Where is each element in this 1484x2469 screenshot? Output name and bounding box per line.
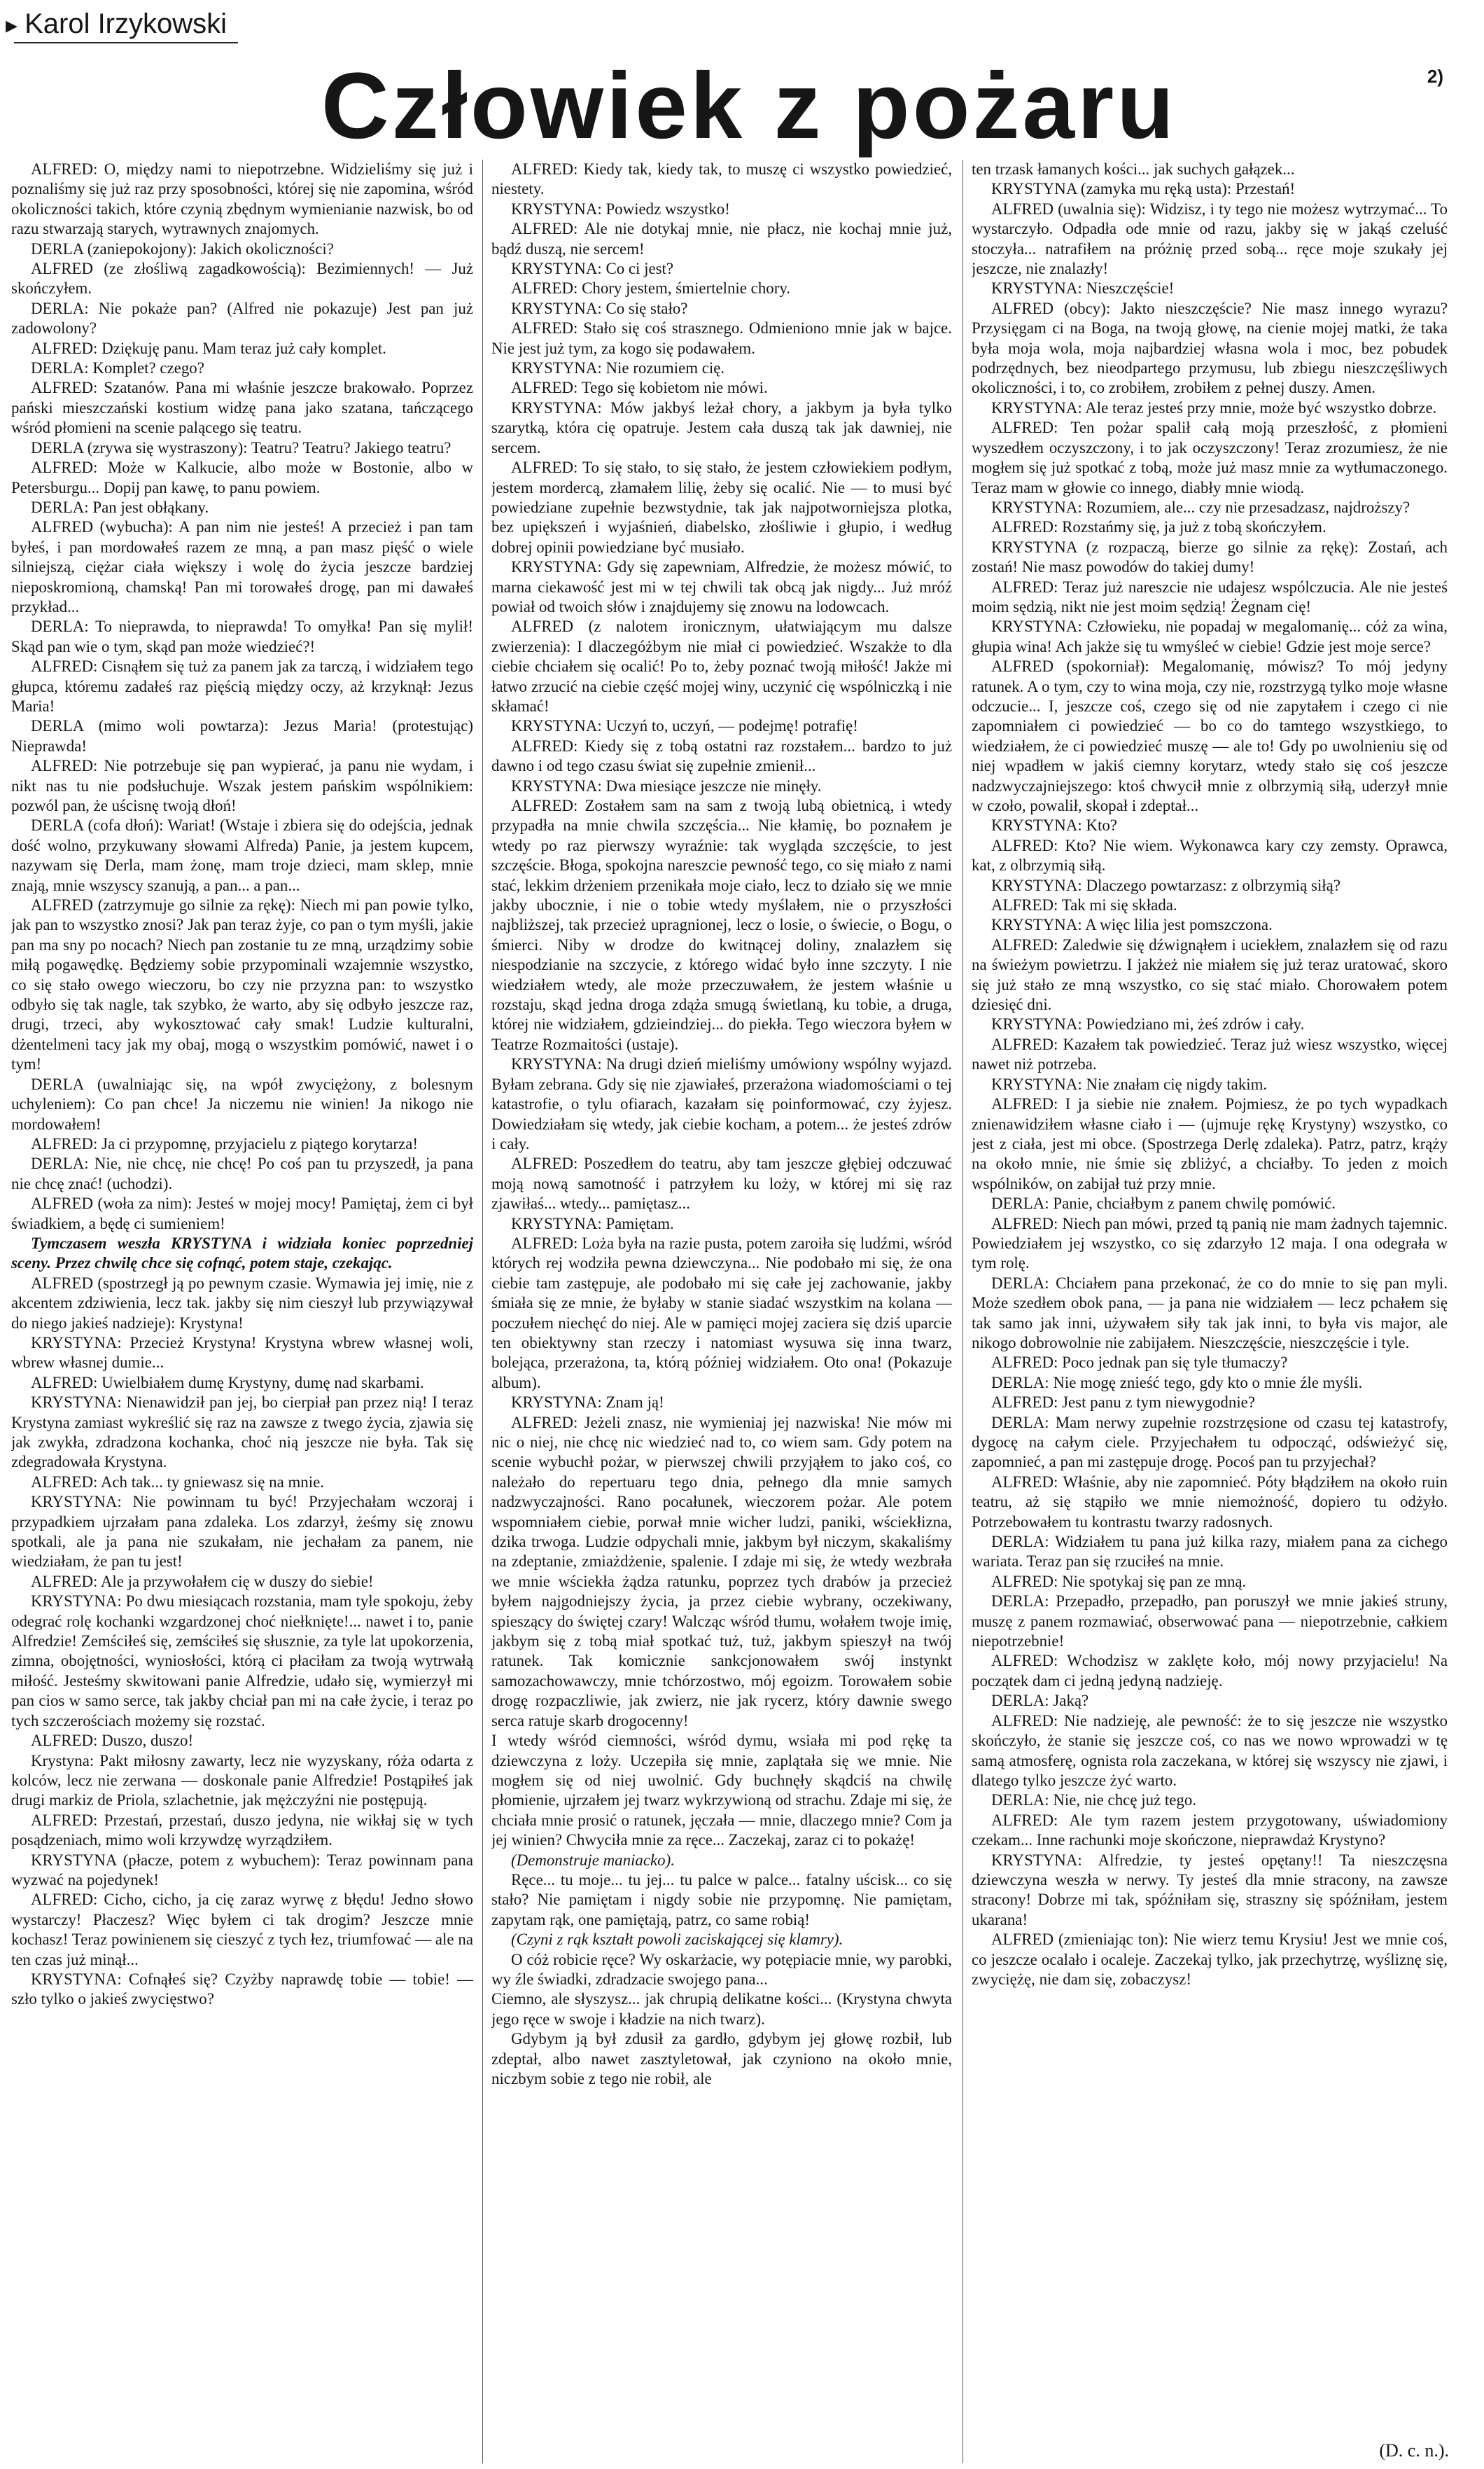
paragraph: ALFRED: Przestań, przestań, duszo jedyna, nie wikłaj się w tych posądzeniach, mimo woli krzywdzę wyrządziłem. [11,1811,473,1849]
paragraph: KRYSTYNA: Na drugi dzień mieliśmy umówiony wspólny wyjazd. Byłam zebrana. Gdy się nie zjawiałeś, przerażona wiadomościami o tej katastrofie, o tylu ofiarach, kazałam się poinformować, czy żyjesz. Dowiedziałam się wtedy, jak ciebie kocham, a potem... że jesteś zdrów i cały. [491,1055,952,1153]
paragraph: KRYSTYNA: Cofnąłeś się? Czyżby naprawdę tobie — tobie! — szło tylko o jakieś zwycięstwo? [11,1970,473,2008]
continuation-note: (D. c. n.). [1379,2440,1449,2461]
paragraph: ALFRED: Kto? Nie wiem. Wykonawca kary czy zemsty. Oprawca, kat, z olbrzymią siłą. [972,836,1448,875]
paragraph: DERLA (mimo woli powtarza): Jezus Maria! (protestując) Nieprawda! [11,717,473,755]
paragraph: KRYSTYNA: Człowieku, nie popadaj w megalomanię... cóż za wina, głupia wina! Ach jakże się tu wmyśleć w ciebie! Gdzie jest moje serce? [972,618,1448,655]
paragraph: ten trzask łamanych kości... jak suchych gałązek... [972,160,1295,178]
paragraph: KRYSTYNA: Ale teraz jesteś przy mnie, może być wszystko dobrze. [991,398,1437,417]
paragraph: ALFRED: Ach tak... ty gniewasz się na mnie. [31,1473,324,1491]
paragraph: ALFRED: Chory jestem, śmiertelnie chory. [511,279,791,298]
paragraph: ALFRED: Teraz już nareszcie nie udajesz wspólczucia. Ale nie jesteś moim sędzią, nikt nie jest moim sędzią! Żegnam cię! [972,578,1448,615]
paragraph: DERLA: Panie, chciałbym z panem chwilę pomówić. [991,1195,1336,1213]
author-name: Karol Irzykowski [24,8,227,39]
paragraph: ALFRED: Jest panu z tym niewygodnie? [991,1393,1256,1412]
paragraph: ALFRED (zmieniając ton): Nie wierz temu Krysiu! Jest we mnie coś, co jeszcze ocalało i ocaleje. Zaczekaj tylko, jak przechytrzę, wyśliznę się, zwyciężę, nie dam się, zobaczysz! [972,1931,1448,1988]
paragraph: DERLA (cofa dłoń): Wariat! (Wstaje i zbiera się do odejścia, jednak dość wolno, przykuwany słowami Alfreda) Panie, ja jestem kupcem, nazywam się Derla, mam żonę, mam troje dzieci, mam sklep, mnie znają, mnie wszyscy szanują, a pan... a pan... [11,816,473,894]
paragraph: DERLA: Nie, nie chcę, nie chcę! Po coś pan tu przyszedł, ja pana nie chcę znać! (uchodzi). [11,1155,473,1192]
paragraph: ALFRED: Loża była na razie pusta, potem zaroiła się ludźmi, wśród których rej wodziła pewna dziewczyna... Nie podobało mi się, że ona ciebie tam zastępuje, ale podobało mi się całe jej zachowanie, jakby śmiała się ze mnie, że byłaby w stanie siadać wszystkim na kolana — poczułem niechęć do niej. Ale w pamięci mojej zaciera się dziś uparcie ten obiektywny stan rzeczy i natomiast wysuwa się inna twarz, bolejąca, przerażona, ta, którą później widziałem. Oto ona! (Pokazuje album). [491,1234,952,1391]
paragraph: ALFRED: Poco jednak pan się tyle tłumaczy? [991,1354,1288,1372]
paragraph: ALFRED: Zostałem sam na sam z twoją lubą obietnicą, i wtedy przypadła na mnie chwila szczęścia... Nie kłamię, bo poznałem je wtedy po raz pierwszy wyraźnie: tak wygląda szczęście, to jest szczęście. Błoga, spokojna nareszcie pewność tego, co się miało z nami stać, lekkim drżeniem przenikała moje ciało, lecz to działo się we mnie jakby ubocznie, i nie o tobie wtedy myślałem, nie o przyszłości najbliższej, tak przecież upragnionej, lecz o losie, o świecie, o Bogu, o śmierci. Niby w drodze do kwitnącej doliny, znalazłem się niespodzianie na szczycie, z którego widać było inne szczyty. I nie wiedziałem wtedy, ale może przeczuwałem, że jestem właśnie u rozstaju, skąd jedna droga zdąża smugą świetlaną, ku tobie, a druga, której nie widziałem, gdzieindziej... do piekła. Tego wieczora byłem w Teatrze Rozmaitości (ustaje). [491,797,952,1053]
paragraph: ALFRED: Uwielbiałem dumę Krystyny, dumę nad skarbami. [31,1373,424,1391]
paragraph: ALFRED: Kazałem tak powiedzieć. Teraz już wiesz wszystko, więcej nawet niż potrzeba. [972,1035,1448,1073]
paragraph: KRYSTYNA: Kto? [991,816,1117,835]
paragraph: KRYSTYNA: Co się stało? [511,299,688,317]
paragraph: KRYSTYNA: Dlaczego powtarzasz: z olbrzymią siłą? [991,876,1340,894]
paragraph: ALFRED: Tak mi się składa. [991,896,1177,914]
paragraph: KRYSTYNA: Uczyń to, uczyń, — podejmę! potrafię! [511,717,858,735]
paragraph: ALFRED: Stało się coś strasznego. Odmieniono mnie jak w bajce. Nie jest już tym, za kogo się podawałem. [491,319,952,357]
paragraph: KRYSTYNA: Gdy się zapewniam, Alfredzie, że możesz mówić, to marna ciekawość jest mi w tej chwili tak obcą jak nigdy... Już mróź powiał od twoich słów i znajdujemy się znowu na lodowcach. [491,558,952,615]
text-column-1 [11,160,473,2449]
column-divider [482,160,483,2463]
column-divider [962,160,963,2463]
paragraph: ALFRED: O, między nami to niepotrzebne. Widzieliśmy się już i poznaliśmy się już raz przy sposobności, której się nie zapomina, wśród okoliczności takich, które czynią zbędnym wymienianie nazwisk, bo od razu stwarzają starych, wytrawnych znajomych. [11,160,473,238]
paragraph: ALFRED (spokorniał): Megalomanię, mówisz? To mój jedyny ratunek. A o tym, czy to wina moja, czy nie, rozstrzygą tylko moje własne odczucie... I, jeszcze coś, czego się od nie zapytałem i czego ci nie zapomniałem ci powiedzieć — bo co do tamtego wszystkiego, to wiedziałem, że ci powiedzieć muszę — ale to! Gdy po uwolnieniu się od niej wpadłem w jakiś ciemny korytarz, wtedy stało się coś jeszcze nadzwyczajniejszego: ktoś chwycił mnie z olbrzymią siłą, uderzył mnie w czoło, powalił, skopał i zdeptał... [972,658,1448,814]
paragraph: ALFRED (uwalnia się): Widzisz, i ty tego nie możesz wytrzymać... To wystarczyło. Odpadła ode mnie od razu, jakby się w jakąś czeluść stoczyła... natrafiłem na próżnię przed sobą... ręce moje szukały jej jeszcze, nie znalazły! [972,200,1448,278]
paragraph: ALFRED: Wchodzisz w zaklęte koło, mój nowy przyjacielu! Na początek dam ci jedną jedyną nadzieję. [972,1652,1448,1690]
paragraph: ALFRED: Jeżeli znasz, nie wymieniaj jej nazwiska! Nie mów mi nic o niej, nie chcę nic wiedzieć nad to, co wiem sam. Gdy potem na scenie wybuchł pożar, w pierwszej chwili przyjąłem to jako coś, co należało do repertuaru tego dnia, pełnego dla mnie samych nadzwyczajności. Rano pocałunek, wieczorem pożar. Ale potem wspomniałem ciebie, porwał mnie wicher ludzi, paniki, wściekłizna, dzika trwoga. Ludzie odpychali mnie, jakbym był niczym, skakaliśmy na zdeptanie, zmiażdżenie, spalenie. I zdaje mi się, że wtedy wezbrała we mnie wściekła żądza ratunku, poprzez tych drabów ja przecież byłem najgodniejszy życia, ja przez ciebie wybrany, oczekiwany, spieszący do świętej czary! Walcząc wśród tłumu, wołałem twoje imię, jakbym się z tobą miał spotkać tuż, tuż, jakbym spieszył na twój ratunek. Tak komicznie sankcjonowałem swój instynkt samozachowawczy, mnie tchórzostwo, mój egoizm. Torowałem sobie drogę rozpaczliwie, jak zwierz, nie jak rycerz, który dawnie swego serca ratuje skarb drogocenny! [491,1413,952,1730]
paragraph: KRYSTYNA: Co ci jest? [511,260,674,278]
paragraph: DERLA: Komplet? czego? [31,359,204,377]
paragraph: DERLA (uwalniając się, na wpół zwyciężony, z bolesnym uchyleniem): Co pan chce! Ja niczemu nie winien! Ja nikogo nie mordowałem! [11,1075,473,1133]
article-title: Człowiek z pożaru [321,54,1177,158]
paragraph: ALFRED: Cicho, cicho, ja cię zaraz wyrwę z błędu! Jedno słowo wystarczy! Płaczesz? Więc byłem ci tak drogim? Jeszcze mnie kochasz! Teraz powinienem się cieszyć z tych łez, triumfować — ale na ten czas już minął... [11,1891,473,1968]
paragraph: KRYSTYNA (płacze, potem z wybuchem): Teraz powinnam pana wyzwać na pojedynek! [11,1851,473,1889]
paragraph: DERLA: Widziałem tu pana już kilka razy, miałem pana za cichego wariata. Teraz pan się rzuciłeś na mnie. [972,1533,1448,1571]
paragraph: KRYSTYNA: Przecież Krystyna! Krystyna wbrew własnej woli, wbrew własnej dumie... [11,1333,473,1372]
paragraph: ALFRED: Rozstańmy się, ja już z tobą skończyłem. [991,518,1326,536]
paragraph: KRYSTYNA: Nie rozumiem cię. [511,359,725,377]
paragraph: ALFRED: Może w Kalkucie, albo może w Bostonie, albo w Petersburgu... Dopiј pan kawę, to panu powiem. [11,459,473,496]
paragraph: ALFRED: Zaledwie się dźwignąłem i uciekłem, znalazłem się od razu na świeżym powietrzu. I jakżeż nie miałem się już teraz uratować, skoro się już stało ze mną wszystko, co się stać miało. Chorowałem potem dziesięć dni. [972,936,1448,1014]
paragraph: KRYSTYNA (zamyka mu ręką usta): Przestań! [991,180,1296,198]
paragraph: DERLA: Pan jest obłąkany. [31,498,209,516]
paragraph: DERLA: Mam nerwy zupełnie rozstrzęsione od czasu tej katastrofy, dygocę na całym ciele. Przyjechałem tu odpocząć, odświeżyć się, zapomnieć, a pan mi zastępuje drogę. Pocoś pan tu przyjechał? [972,1413,1448,1471]
paragraph: ALFRED (zatrzymuje go silnie za rękę): Niech mi pan powie tylko, jak pan to wszystko znosi? Jak pan teraz żyje, co pan o tym myśli, jakie pan ma sny po nocach? Niech pan zostanie tu ze mną, urządzimy sobie miłą pogawędkę. Będziemy sobie przypominali wzajemnie wszystko, co się stało owego wieczoru, bo czy nie przyzna pan: to wszystko odbyło się tak nagle, tak szybko, że warto, aby się odbyło jeszcze raz, drugi, trzeci, aby wykosztować cały smak! Ludzie kulturalni, dżentelmeni tacy jak my obaj, mogą o wszystkim pomówić, nawet i o tym! [11,896,473,1073]
paragraph: KRYSTYNA: A więc lilia jest pomszczona. [991,916,1273,934]
paragraph: Ciemno, ale słyszysz... jak chrupią delikatne kości... (Krystyna chwyta jego ręce w swoje i kładzie na nich twarz). [491,1990,952,2028]
paragraph: ALFRED: Ten pożar spalił całą moją przeszłość, z płomieni wyszedłem oczyszczony, i to jak oczyszczony! Teraz zrozumiesz, że nie mogłem się już spotkać z tobą, może już masz mnie za wytłumaczonego. Teraz mam w głowie co innego, diabły mnie wiodą. [972,419,1448,496]
paragraph: KRYSTYNA (z rozpaczą, bierze go silnie za rękę): Zostań, ach zostań! Nie masz powodów do takiej dumy! [972,538,1448,576]
paragraph: KRYSTYNA: Powiedz wszystko! [511,200,730,218]
paragraph: DERLA: Nie pokaże pan? (Alfred nie pokazuje) Jest pan już zadowolony? [11,299,473,338]
paragraph: ALFRED: Duszo, duszo! [31,1732,194,1750]
paragraph: Ręce... tu moje... tu jej... tu palce w palce... fatalny uścisk... co się stało? Nie pamiętam i nigdy sobie nie przypomnę. Nie pamiętam, zapytam rąk, one pamiętają, patrz, co same robią! [491,1870,952,1928]
paragraph: ALFRED (ze złośliwą zagadkowością): Bezimiennych! — Już skończyłem. [11,260,473,298]
paragraph: ALFRED: To się stało, to się stało, że jestem człowiekiem podłym, jestem mordercą, złamałem lilię, żeby się ocalić. Nie — to musi być powiedziane zupełnie bezwstydnie, tak jak najpotworniejsza plotka, bez upiększeń i wyjaśnień, diabelsko, złośliwie i głupio, i według dobrej opinii powiedziane być musiało. [491,459,952,556]
paragraph: DERLA: Chciałem pana przekonać, że co do mnie to się pan myli. Może szedłem obok pana, — ja pana nie widziałem — lecz pchałem się tak samo jak inni, używałem siły tak jak inni, to była vis major, ale nikogo dobrowolnie nie zabijałem. Nieszczęście, nieszczęście i tyle. [972,1274,1448,1351]
paragraph: Gdybym ją był zdusił za gardło, gdybym jej głowę rozbił, lub zdeptał, albo nawet zasztyletował, jak czyniono na około mnie, niczbym sobie z tego nie robił, ale [491,2030,952,2087]
paragraph: ALFRED: Poszedłem do teatru, aby tam jeszcze głębiej odczuwać moją nową samotność i patrzyłem ku loży, w której mi się raz zjawiłaś... wtedy... pamiętasz... [491,1155,952,1213]
paragraph: O cóż robicie ręce? Wy oskarżacie, wy potępiacie mnie, wy parobki, wy źle świadki, zdradzacie swojego pana... [491,1950,952,1988]
paragraph: ALFRED: Kiedy się z tobą ostatni raz rozstałem... bardzo to już dawno i od tego czasu świat się zupełnie zmienił... [491,737,952,775]
paragraph: ALFRED (obcy): Jakto nieszczęście? Nie masz innego wyrazu? Przysięgam ci na Boga, na twoją głowę, na cienie mojej matki, że taka była moja wola, moja najbardziej własna wola i moc, bez pobudek podrzędnych, bez nieodpartego przymusu, lub zbiegu nieszczęśliwych okoliczności, i to, co zrobiłem, zrobiłem z pełnej duszy. Amen. [972,299,1448,397]
paragraph: Krystyna: Pakt miłosny zawarty, lecz nie wyzyskany, róża odarta z kolców, lecz nie zerwana — doskonale panie Alfredzie! Postąpiłeś jak drugi markiz de Priola, szlachetnie, jak mężczyźni nie postępują. [11,1751,473,1809]
part-number: 2) [1427,66,1443,87]
author-byline [6,4,244,43]
paragraph: Tymczasem weszła KRYSTYNA i widziała koniec poprzedniej sceny. Przez chwilę chce się cofnąć, potem staje, czekając. [11,1234,473,1272]
paragraph: ALFRED: Niech pan mówi, przed tą panią nie mam żadnych tajemnic. Powiedziałem jej wszystko, co się zdarzyło 12 maja. I ona odegrała w tym rolę. [972,1214,1448,1272]
paragraph: DERLA: Nie mogę znieść tego, gdy kto o mnie źle myśli. [991,1373,1363,1391]
paragraph: ALFRED: Nie nadzieję, ale pewność: że to się jeszcze nie wszystko skończyło, że stanie się jeszcze coś, co nas we nowo wprowadzi w tę samą atmosferę, ognista rola zaczekana, w której się wszyscy nie zjawi, i dlatego tylko jeszcze żyć warto. [972,1711,1448,1789]
paragraph: DERLA: Przepadło, przepadło, pan poruszył we mnie jakieś struny, muszę z panem rozmawiać, obserwować pana — niepotrzebnie, całkiem niepotrzebnie! [972,1592,1448,1650]
paragraph: KRYSTYNA: Znam ją! [511,1393,664,1412]
paragraph: ALFRED: Nie potrzebuje się pan wypierać, ja panu nie wydam, i nikt nas tu nie podsłuchuje. Wszak jestem pańskim wspólnikiem: pozwól pan, że uścisnę twoją dłoń! [11,757,473,814]
section-marker-icon: ▸ [6,12,18,39]
paragraph: DERLA: To nieprawda, to nieprawda! To omyłka! Pan się mylił! Skąd pan wie o tym, skąd pan może wiedzieć?! [11,618,473,655]
paragraph: ALFRED: Tego się kobietom nie mówi. [511,379,768,397]
paragraph: ALFRED (spostrzegł ją po pewnym czasie. Wymawia jej imię, nie z akcentem zdziwienia, lecz tak. jakby się nim cieszył lub przywiązywał do niego jakieś nadzieje): Krystyna! [11,1274,473,1332]
paragraph: ALFRED: Dziękuję panu. Mam teraz już cały komplet. [31,339,386,357]
paragraph: (Czyni z rąk kształt powoli zaciskającej się klamry). [511,1931,844,1949]
paragraph: KRYSTYNA: Po dwu miesiącach rozstania, mam tyle spokoju, żeby odegrać rolę kochanki wzgardzonej choć niełknięte!... nawet i to, panie Alfredzie! Zemściłeś się, zemściłeś się słusznie, za tyle lat upokorzenia, zimna, obojętności, wyniosłości, którą ci płaciłam za twoją wytrwałą miłość. Jesteśmy skwitowani panie Alfredzie, udało się, wymierzył mi pan cios w samo serce, tak jakby chciał pan mi na całe życie, i teraz po tych szczerościach możemy się rozstać. [11,1592,473,1730]
text-column-2 [491,160,952,2449]
paragraph: ALFRED: Ale nie dotykaj mnie, nie płacz, nie kochaj mnie już, bądź duszą, nie sercem! [491,220,952,258]
paragraph: (Demonstruje maniacko). [511,1851,675,1869]
paragraph: KRYSTYNA: Dwa miesiące jeszcze nie minęły. [511,777,822,795]
paragraph: KRYSTYNA: Powiedziano mi, żeś zdrów i cały. [991,1015,1305,1034]
paragraph: ALFRED: I ja siebie nie znałem. Pojmiesz, że po tych wypadkach znienawidziłem własne ciało i — (ujmuje rękę Krystyny) wszystko, co jest z ciała, jest mi obce. (Spostrzega Derlę zdaleka). Patrz, patrz, krąży na około mnie, nie śmie się zbliżyć, a chciałby. To jeden z moich wspólników, on zabijał tuż przy mnie. [972,1095,1448,1192]
paragraph: ALFRED (z nalotem ironicznym, ułatwiającym mu dalsze zwierzenia): I dlaczegóżbym nie miał ci powiedzieć. Wszakże to dla ciebie chciałem się ocalić! Po to, żeby poznać twoją miłość! Jakże mi łatwo zrzucić na ciebie część mojej winy, uczynić cię wspólniczką i nie skłamać! [491,618,952,715]
paragraph: KRYSTYNA: Mów jakbyś leżał chory, a jakbym ja była tylko szarytką, która cię opatruje. Jestem cała duszą tak jak dawniej, nie sercem. [491,398,952,457]
paragraph: KRYSTYNA: Nienawidził pan jej, bo cierpiał pan przez nią! I teraz Krystyna zamiast wykreślić się raz na zawsze z twego życia, zjawia się jak zwykła, zdradzona kochanka, choć nią jeszcze nie była. Tak się zdegradowała Krystyna. [11,1393,473,1471]
paragraph: ALFRED: Ja ci przypomnę, przyjacielu z piątego korytarza! [31,1134,418,1153]
paragraph: KRYSTYNA: Nie powinnam tu być! Przyjechałam wczoraj i przypadkiem ujrzałam pana zdaleka. Los zdarzył, żeśmy się znowu spotkali, ale ja pana nie szukałam, nie jechałam za panem, nie wiedziałam, że pan tu jest! [11,1493,473,1571]
paragraph: DERLA: Jaką? [991,1692,1089,1710]
paragraph: ALFRED: Ale ja przywołałem cię w duszy do siebie! [31,1572,374,1590]
paragraph: ALFRED: Właśnie, aby nie zapomnieć. Póty błądziłem na około ruin teatru, aż się stąpiło we mnie niemożność, dopiero tu odżyło. Potrzebowałem tu kontrastu twarzy radosnych. [972,1473,1448,1531]
paragraph: KRYSTYNA: Nieszczęście! [991,279,1175,298]
byline-rule [14,42,238,43]
paragraph: ALFRED (wybucha): A pan nim nie jesteś! A przecież i pan tam byłeś, i pan mordowałeś razem ze mną, a pan masz pięść o wiele silniejszą, ciężar ciała większy i wolę do życia jeszcze bardziej nieposkromioną, chamską! Pan mi torowałeś drogę, pan mi dawałeś przykład... [11,518,473,615]
paragraph: KRYSTYNA: Rozumiem, ale... czy nie przesadzasz, najdroższy? [991,498,1410,516]
paragraph: ALFRED: Ale tym razem jestem przygotowany, uświadomiony czekam... Inne rachunki moje skończone, nieprawdaż Krystyno? [972,1811,1448,1849]
paragraph: KRYSTYNA: Pamiętam. [511,1214,674,1232]
paragraph: ALFRED (woła za nim): Jesteś w mojej mocy! Pamiętaj, żem ci był świadkiem, a będę ci sumieniem! [11,1195,473,1232]
paragraph: DERLA: Nie, nie chcę już tego. [991,1791,1197,1809]
paragraph: DERLA (zaniepokojony): Jakich okoliczności? [31,239,334,258]
paragraph: KRYSTYNA: Alfredzie, ty jesteś opętany!! Ta nieszczęsna dziewczyna weszła w nerwy. Ty jesteś dla mnie stracony, na zawsze stracony! Dobrze mi tak, spóźniłam się, straszny się spóźniłam, jestem ukarana! [972,1851,1448,1928]
paragraph: DERLA (zrywa się wystraszony): Teatru? Teatru? Jakiego teatru? [31,438,451,457]
paragraph: ALFRED: Kiedy tak, kiedy tak, to muszę ci wszystko powiedzieć, niestety. [491,160,952,198]
paragraph: ALFRED: Cisnąłem się tuż za panem jak za tarczą, i widziałem tego głupca, któremu zadałeś raz pięścią między oczy, aż krzyknął: Jezus Maria! [11,658,473,715]
text-column-3 [972,160,1448,2449]
paragraph: ALFRED: Szatanów. Pana mi właśnie jeszcze brakowało. Poprzez pański mieszczański kostium widzę pana jako szatana, tańczącego wśród płomieni na scenie palącego się teatru. [11,379,473,437]
paragraph: I wtedy wśród ciemności, wśród dymu, wsiała mi pod rękę ta dziewczyna z loży. Uczepiła się mnie, zaplątała się we mnie. Nie mogłem się od niej uwolnić. Gdy buchnęły skądciś na chwilę płomienie, ujrzałem jej twarz wykrzywioną od strachu. Zdaje mi się, że chciała mnie prosić o ratunek, jęczała — mnie, dlaczego mnie? Com ja jej winien? Chwyciła mnie za ręce... Zaczekaj, zaraz ci to pokażę! [491,1732,952,1849]
paragraph: ALFRED: Nie spotykaj się pan ze mną. [991,1572,1247,1590]
paragraph: KRYSTYNA: Nie znałam cię nigdy takim. [991,1075,1268,1093]
